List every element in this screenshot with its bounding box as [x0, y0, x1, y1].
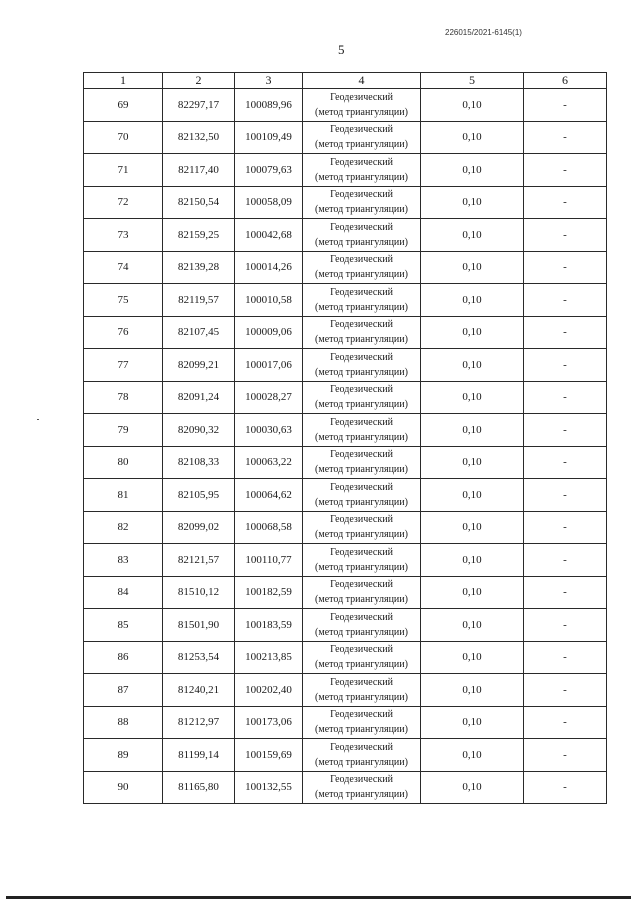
x-coordinate-cell: 81165,80 [163, 771, 235, 804]
description-cell: - [524, 674, 607, 707]
description-cell: - [524, 609, 607, 642]
x-coordinate-cell: 82099,21 [163, 349, 235, 382]
method-line-1: Геодезический [330, 286, 393, 298]
accuracy-cell: 0,10 [421, 706, 524, 739]
method-line-2: (метод триангуляции) [315, 529, 408, 541]
method-line-2: (метод триангуляции) [315, 139, 408, 151]
column-header-5: 5 [421, 73, 524, 89]
y-coordinate-cell: 100017,06 [235, 349, 303, 382]
method-line-2: (метод триангуляции) [315, 724, 408, 736]
accuracy-cell: 0,10 [421, 121, 524, 154]
table-header-row [84, 73, 607, 89]
description-cell: - [524, 154, 607, 187]
description-cell: - [524, 381, 607, 414]
description-cell: - [524, 771, 607, 804]
y-coordinate-cell: 100183,59 [235, 609, 303, 642]
x-coordinate-cell: 81212,97 [163, 706, 235, 739]
column-header-1: 1 [84, 73, 163, 89]
point-number-cell: 86 [84, 641, 163, 674]
x-coordinate-cell: 81501,90 [163, 609, 235, 642]
point-number-cell: 79 [84, 414, 163, 447]
description-cell: - [524, 576, 607, 609]
page-number: 5 [338, 42, 345, 57]
table-row [84, 674, 607, 707]
table-row [84, 284, 607, 317]
method-line-1: Геодезический [330, 254, 393, 266]
point-number-cell: 84 [84, 576, 163, 609]
description-cell: - [524, 349, 607, 382]
table-row [84, 349, 607, 382]
table-row [84, 446, 607, 479]
x-coordinate-cell: 82132,50 [163, 121, 235, 154]
accuracy-cell: 0,10 [421, 349, 524, 382]
x-coordinate-cell: 81253,54 [163, 641, 235, 674]
method-line-1: Геодезический [330, 741, 393, 753]
method-line-2: (метод триангуляции) [315, 334, 408, 346]
method-line-1: Геодезический [330, 449, 393, 461]
method-line-1: Геодезический [330, 124, 393, 136]
method-cell [303, 414, 421, 447]
method-cell [303, 219, 421, 252]
accuracy-cell: 0,10 [421, 511, 524, 544]
x-coordinate-cell: 82099,02 [163, 511, 235, 544]
table-row [84, 219, 607, 252]
method-line-2: (метод триангуляции) [315, 789, 408, 801]
method-cell [303, 511, 421, 544]
point-number-cell: 85 [84, 609, 163, 642]
method-line-1: Геодезический [330, 514, 393, 526]
column-header-4: 4 [303, 73, 421, 89]
method-cell [303, 154, 421, 187]
description-cell: - [524, 89, 607, 122]
method-line-1: Геодезический [330, 156, 393, 168]
point-number-cell: 78 [84, 381, 163, 414]
x-coordinate-cell: 82297,17 [163, 89, 235, 122]
method-cell [303, 446, 421, 479]
method-cell [303, 381, 421, 414]
table-row [84, 154, 607, 187]
table-row [84, 739, 607, 772]
coordinates-table [83, 72, 607, 804]
y-coordinate-cell: 100132,55 [235, 771, 303, 804]
y-coordinate-cell: 100028,27 [235, 381, 303, 414]
method-line-1: Геодезический [330, 481, 393, 493]
y-coordinate-cell: 100202,40 [235, 674, 303, 707]
method-cell [303, 89, 421, 122]
method-line-1: Геодезический [330, 709, 393, 721]
table-row [84, 706, 607, 739]
method-cell [303, 284, 421, 317]
point-number-cell: 76 [84, 316, 163, 349]
description-cell: - [524, 251, 607, 284]
method-line-1: Геодезический [330, 351, 393, 363]
y-coordinate-cell: 100030,63 [235, 414, 303, 447]
method-line-2: (метод триангуляции) [315, 399, 408, 411]
method-line-2: (метод триангуляции) [315, 659, 408, 671]
point-number-cell: 70 [84, 121, 163, 154]
method-line-1: Геодезический [330, 579, 393, 591]
accuracy-cell: 0,10 [421, 251, 524, 284]
y-coordinate-cell: 100173,06 [235, 706, 303, 739]
method-cell [303, 479, 421, 512]
description-cell: - [524, 706, 607, 739]
y-coordinate-cell: 100042,68 [235, 219, 303, 252]
x-coordinate-cell: 82159,25 [163, 219, 235, 252]
point-number-cell: 77 [84, 349, 163, 382]
accuracy-cell: 0,10 [421, 544, 524, 577]
y-coordinate-cell: 100109,49 [235, 121, 303, 154]
method-line-2: (метод триангуляции) [315, 496, 408, 508]
description-cell: - [524, 446, 607, 479]
accuracy-cell: 0,10 [421, 381, 524, 414]
y-coordinate-cell: 100068,58 [235, 511, 303, 544]
method-line-1: Геодезический [330, 384, 393, 396]
point-number-cell: 89 [84, 739, 163, 772]
table-row [84, 381, 607, 414]
method-line-1: Геодезический [330, 221, 393, 233]
point-number-cell: 88 [84, 706, 163, 739]
scan-artifact-dot [37, 419, 39, 420]
point-number-cell: 90 [84, 771, 163, 804]
method-line-2: (метод триангуляции) [315, 269, 408, 281]
method-line-1: Геодезический [330, 774, 393, 786]
method-cell [303, 186, 421, 219]
description-cell: - [524, 641, 607, 674]
point-number-cell: 72 [84, 186, 163, 219]
document-id: 226015/2021-6145(1) [445, 28, 522, 37]
x-coordinate-cell: 81510,12 [163, 576, 235, 609]
description-cell: - [524, 186, 607, 219]
x-coordinate-cell: 82108,33 [163, 446, 235, 479]
table-row [84, 511, 607, 544]
accuracy-cell: 0,10 [421, 284, 524, 317]
method-cell [303, 349, 421, 382]
description-cell: - [524, 219, 607, 252]
x-coordinate-cell: 82119,57 [163, 284, 235, 317]
point-number-cell: 69 [84, 89, 163, 122]
x-coordinate-cell: 82107,45 [163, 316, 235, 349]
y-coordinate-cell: 100213,85 [235, 641, 303, 674]
method-line-1: Геодезический [330, 644, 393, 656]
accuracy-cell: 0,10 [421, 186, 524, 219]
y-coordinate-cell: 100064,62 [235, 479, 303, 512]
x-coordinate-cell: 81199,14 [163, 739, 235, 772]
method-cell [303, 544, 421, 577]
method-cell [303, 771, 421, 804]
method-line-1: Геодезический [330, 416, 393, 428]
point-number-cell: 80 [84, 446, 163, 479]
y-coordinate-cell: 100182,59 [235, 576, 303, 609]
x-coordinate-cell: 82121,57 [163, 544, 235, 577]
y-coordinate-cell: 100089,96 [235, 89, 303, 122]
method-line-1: Геодезический [330, 546, 393, 558]
method-line-2: (метод триангуляции) [315, 594, 408, 606]
method-line-1: Геодезический [330, 676, 393, 688]
table-row [84, 771, 607, 804]
method-line-2: (метод триангуляции) [315, 106, 408, 118]
description-cell: - [524, 544, 607, 577]
table-row [84, 414, 607, 447]
method-cell [303, 674, 421, 707]
method-line-2: (метод триангуляции) [315, 464, 408, 476]
table-row [84, 251, 607, 284]
scan-bottom-edge [6, 896, 631, 899]
method-cell [303, 251, 421, 284]
x-coordinate-cell: 82150,54 [163, 186, 235, 219]
method-line-2: (метод триангуляции) [315, 171, 408, 183]
accuracy-cell: 0,10 [421, 154, 524, 187]
method-line-2: (метод триангуляции) [315, 301, 408, 313]
accuracy-cell: 0,10 [421, 576, 524, 609]
x-coordinate-cell: 81240,21 [163, 674, 235, 707]
accuracy-cell: 0,10 [421, 219, 524, 252]
method-line-1: Геодезический [330, 91, 393, 103]
method-cell [303, 706, 421, 739]
method-line-2: (метод триангуляции) [315, 691, 408, 703]
y-coordinate-cell: 100159,69 [235, 739, 303, 772]
point-number-cell: 87 [84, 674, 163, 707]
x-coordinate-cell: 82090,32 [163, 414, 235, 447]
column-header-3: 3 [235, 73, 303, 89]
accuracy-cell: 0,10 [421, 674, 524, 707]
table-row [84, 479, 607, 512]
accuracy-cell: 0,10 [421, 641, 524, 674]
description-cell: - [524, 121, 607, 154]
y-coordinate-cell: 100058,09 [235, 186, 303, 219]
table-row [84, 576, 607, 609]
method-line-1: Геодезический [330, 189, 393, 201]
method-line-2: (метод триангуляции) [315, 626, 408, 638]
table-row [84, 544, 607, 577]
accuracy-cell: 0,10 [421, 771, 524, 804]
accuracy-cell: 0,10 [421, 316, 524, 349]
method-line-2: (метод триангуляции) [315, 204, 408, 216]
accuracy-cell: 0,10 [421, 446, 524, 479]
table-row [84, 121, 607, 154]
method-cell [303, 316, 421, 349]
point-number-cell: 71 [84, 154, 163, 187]
table-row [84, 89, 607, 122]
point-number-cell: 75 [84, 284, 163, 317]
description-cell: - [524, 511, 607, 544]
accuracy-cell: 0,10 [421, 89, 524, 122]
description-cell: - [524, 316, 607, 349]
y-coordinate-cell: 100063,22 [235, 446, 303, 479]
table-row [84, 641, 607, 674]
y-coordinate-cell: 100014,26 [235, 251, 303, 284]
method-cell [303, 641, 421, 674]
method-line-2: (метод триангуляции) [315, 236, 408, 248]
point-number-cell: 82 [84, 511, 163, 544]
method-cell [303, 576, 421, 609]
point-number-cell: 81 [84, 479, 163, 512]
table-row [84, 186, 607, 219]
accuracy-cell: 0,10 [421, 479, 524, 512]
method-line-2: (метод триангуляции) [315, 756, 408, 768]
y-coordinate-cell: 100110,77 [235, 544, 303, 577]
x-coordinate-cell: 82117,40 [163, 154, 235, 187]
y-coordinate-cell: 100079,63 [235, 154, 303, 187]
point-number-cell: 83 [84, 544, 163, 577]
method-line-2: (метод триангуляции) [315, 366, 408, 378]
description-cell: - [524, 414, 607, 447]
y-coordinate-cell: 100009,06 [235, 316, 303, 349]
method-cell [303, 121, 421, 154]
accuracy-cell: 0,10 [421, 414, 524, 447]
description-cell: - [524, 479, 607, 512]
column-header-6: 6 [524, 73, 607, 89]
table-row [84, 609, 607, 642]
method-line-1: Геодезический [330, 611, 393, 623]
table-row [84, 316, 607, 349]
point-number-cell: 74 [84, 251, 163, 284]
accuracy-cell: 0,10 [421, 739, 524, 772]
column-header-2: 2 [163, 73, 235, 89]
x-coordinate-cell: 82105,95 [163, 479, 235, 512]
y-coordinate-cell: 100010,58 [235, 284, 303, 317]
point-number-cell: 73 [84, 219, 163, 252]
x-coordinate-cell: 82139,28 [163, 251, 235, 284]
description-cell: - [524, 739, 607, 772]
method-line-1: Геодезический [330, 319, 393, 331]
description-cell: - [524, 284, 607, 317]
method-cell [303, 739, 421, 772]
method-line-2: (метод триангуляции) [315, 561, 408, 573]
method-cell [303, 609, 421, 642]
accuracy-cell: 0,10 [421, 609, 524, 642]
method-line-2: (метод триангуляции) [315, 431, 408, 443]
x-coordinate-cell: 82091,24 [163, 381, 235, 414]
